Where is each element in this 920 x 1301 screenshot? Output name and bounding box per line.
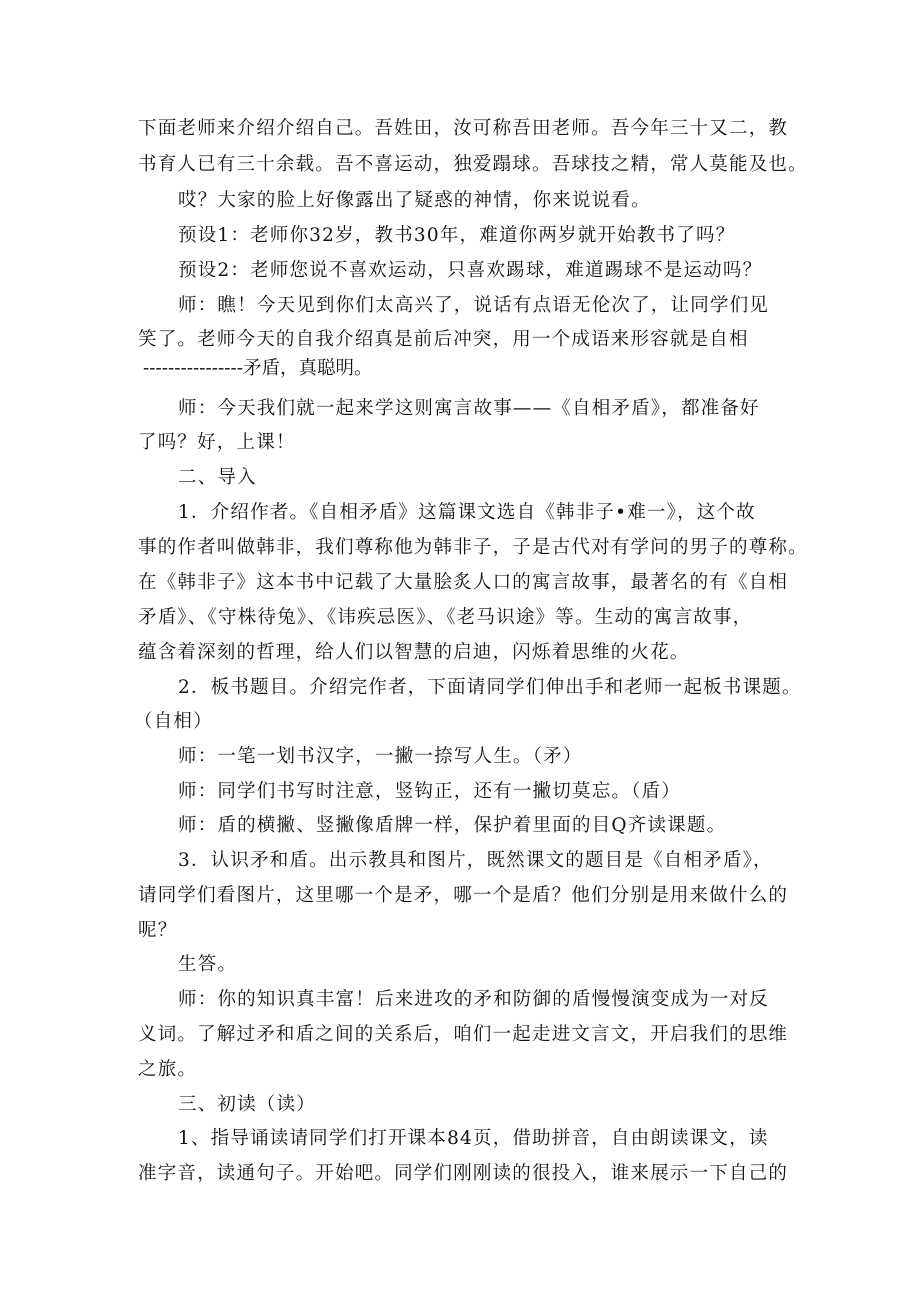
paragraph-line: 矛盾》、《守株待兔》、《讳疾忌医》、《老马识途》等。生动的寓言故事， <box>138 607 753 628</box>
paragraph-line: 下面老师来介绍介绍自己。吾姓田，汝可称吾田老师。吾今年三十又二，教 <box>138 118 789 139</box>
paragraph-line: 师：盾的横撇、竖撇像盾牌一样，保护着里面的目Q齐读课题。 <box>178 815 727 836</box>
paragraph-line: 师：瞧！今天见到你们太高兴了，说话有点语无伦次了，让同学们见 <box>178 295 770 316</box>
paragraph-line: 2．板书题目。介绍完作者，下面请同学们伸出手和老师一起板书课题。 <box>178 677 802 698</box>
paragraph-line: 在《韩非子》这本书中记载了大量脍炙人口的寓言故事，最著名的有《自相 <box>138 572 789 593</box>
paragraph-line: 师：你的知识真丰富！后来进攻的矛和防御的盾慢慢演变成为一对反 <box>178 989 770 1010</box>
paragraph-line: 了吗？好，上课！ <box>138 432 296 453</box>
paragraph-line: 预设2：老师您说不喜欢运动，只喜欢踢球，难道踢球不是运动吗？ <box>178 260 763 281</box>
paragraph-line: ----------------矛盾，真聪明。 <box>143 358 373 379</box>
paragraph-line: 生答。 <box>178 954 238 975</box>
paragraph-line: 预设1：老师你32岁，教书30年，难道你两岁就开始教书了吗？ <box>178 225 736 246</box>
paragraph-line: 蕴含着深刻的哲理，给人们以智慧的启迪，闪烁着思维的火花。 <box>138 642 690 663</box>
paragraph-line: 请同学们看图片，这里哪一个是矛，哪一个是盾？他们分别是用来做什么的 <box>138 885 789 906</box>
paragraph-line: 1、指导诵读请同学们打开课本84页，借助拼音，自由朗读课文，读 <box>178 1128 769 1149</box>
paragraph-line: 事的作者叫做韩非，我们尊称他为韩非子，子是古代对有学问的男子的尊称。 <box>138 537 808 558</box>
paragraph-line: 师：同学们书写时注意，竖钩正，还有一撇切莫忘。（盾） <box>178 781 681 802</box>
paragraph-line: 书育人已有三十余载。吾不喜运动，独爱蹋球。吾球技之精，常人莫能及也。 <box>138 154 808 175</box>
paragraph-line: 准字音，读通句子。开始吧。同学们刚刚读的很投入，谁来展示一下自己的 <box>138 1163 789 1184</box>
paragraph-line: 笑了。老师今天的自我介绍真是前后冲突，用一个成语来形容就是自相 <box>138 329 749 350</box>
paragraph-line: 师：一笔一划书汉字，一撇一捺写人生。（矛） <box>178 746 583 767</box>
paragraph-line: 3．认识矛和盾。出示教具和图片，既然课文的题目是《自相矛盾》， <box>178 850 773 871</box>
section-heading: 二、导入 <box>178 467 257 488</box>
paragraph-line: 义词。了解过矛和盾之间的关系后，咱们一起走进文言文，开启我们的思维 <box>138 1024 789 1045</box>
section-heading: 三、初读（读） <box>178 1094 316 1115</box>
paragraph-line: 之旅。 <box>138 1059 198 1080</box>
paragraph-line: （自相） <box>134 711 213 732</box>
paragraph-line: 1．介绍作者。《自相矛盾》这篇课文选自《韩非子•难一》，这个故 <box>178 502 756 523</box>
paragraph-line: 呢？ <box>138 920 178 941</box>
paragraph-line: 哎？大家的脸上好像露出了疑惑的神情，你来说说看。 <box>178 190 651 211</box>
paragraph-line: 师：今天我们就一起来学这则寓言故事——《自相矛盾》，都准备好 <box>178 398 760 419</box>
